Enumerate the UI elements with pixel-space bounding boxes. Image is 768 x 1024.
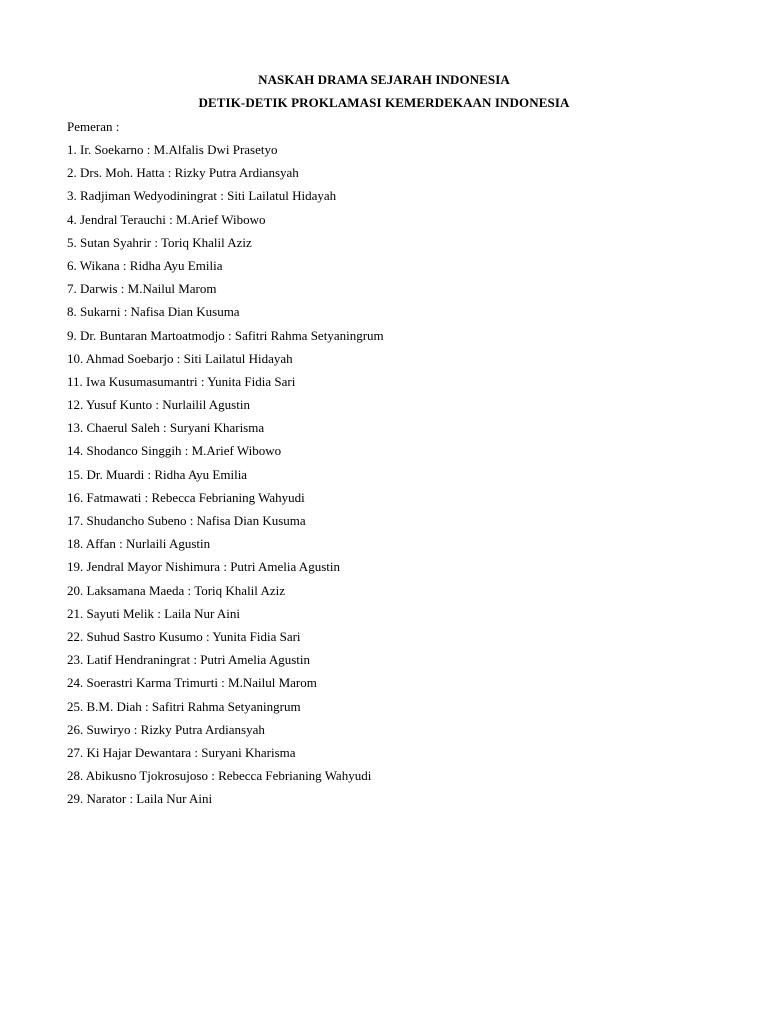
- cast-item: 28. Abikusno Tjokrosujoso : Rebecca Febrianing Wahyudi: [67, 768, 372, 784]
- cast-item: 5. Sutan Syahrir : Toriq Khalil Aziz: [67, 234, 252, 250]
- cast-item: 27. Ki Hajar Dewantara : Suryani Kharisma: [67, 744, 296, 760]
- cast-item: 14. Shodanco Singgih : M.Arief Wibowo: [67, 443, 282, 459]
- cast-item: 6. Wikana : Ridha Ayu Emilia: [67, 257, 223, 273]
- cast-item: 8. Sukarni : Nafisa Dian Kusuma: [67, 304, 240, 320]
- cast-item: 20. Laksamana Maeda : Toriq Khalil Aziz: [67, 582, 285, 598]
- cast-item: 21. Sayuti Melik : Laila Nur Aini: [67, 605, 240, 621]
- document-subtitle: DETIK-DETIK PROKLAMASI KEMERDEKAAN INDONESIA: [198, 95, 570, 110]
- cast-item: 29. Narator : Laila Nur Aini: [67, 791, 213, 807]
- cast-item: 24. Soerastri Karma Trimurti : M.Nailul Marom: [67, 675, 317, 691]
- cast-item: 7. Darwis : M.Nailul Marom: [67, 281, 217, 297]
- cast-item: 26. Suwiryo : Rizky Putra Ardiansyah: [67, 721, 265, 737]
- cast-label: Pemeran :: [67, 119, 120, 134]
- cast-item: 23. Latif Hendraningrat : Putri Amelia Agustin: [67, 652, 310, 668]
- cast-item: 9. Dr. Buntaran Martoatmodjo : Safitri Rahma Setyaningrum: [67, 327, 384, 343]
- cast-item: 12. Yusuf Kunto : Nurlailil Agustin: [67, 397, 250, 413]
- cast-item: 1. Ir. Soekarno : M.Alfalis Dwi Prasetyo: [67, 142, 278, 157]
- cast-item: 10. Ahmad Soebarjo : Siti Lailatul Hidayah: [67, 350, 293, 366]
- cast-list: [67, 142, 384, 814]
- cast-item: 22. Suhud Sastro Kusumo : Yunita Fidia Sari: [67, 628, 301, 644]
- cast-item: 15. Dr. Muardi : Ridha Ayu Emilia: [67, 466, 248, 482]
- cast-item: 16. Fatmawati : Rebecca Febrianing Wahyudi: [67, 489, 305, 505]
- cast-item: 4. Jendral Terauchi : M.Arief Wibowo: [67, 211, 266, 227]
- document-title: NASKAH DRAMA SEJARAH INDONESIA: [258, 72, 510, 87]
- cast-item: 17. Shudancho Subeno : Nafisa Dian Kusuma: [67, 513, 306, 528]
- cast-item: 18. Affan : Nurlaili Agustin: [67, 536, 211, 552]
- cast-item: 2. Drs. Moh. Hatta : Rizky Putra Ardiansyah: [67, 165, 299, 181]
- cast-item: 11. Iwa Kusumasumantri : Yunita Fidia Sari: [67, 373, 296, 389]
- cast-item: 13. Chaerul Saleh : Suryani Kharisma: [67, 420, 265, 436]
- cast-item: 19. Jendral Mayor Nishimura : Putri Amelia Agustin: [67, 559, 340, 575]
- cast-item: 25. B.M. Diah : Safitri Rahma Setyaningrum: [67, 698, 301, 714]
- cast-item: 3. Radjiman Wedyodiningrat : Siti Lailatul Hidayah: [67, 188, 337, 204]
